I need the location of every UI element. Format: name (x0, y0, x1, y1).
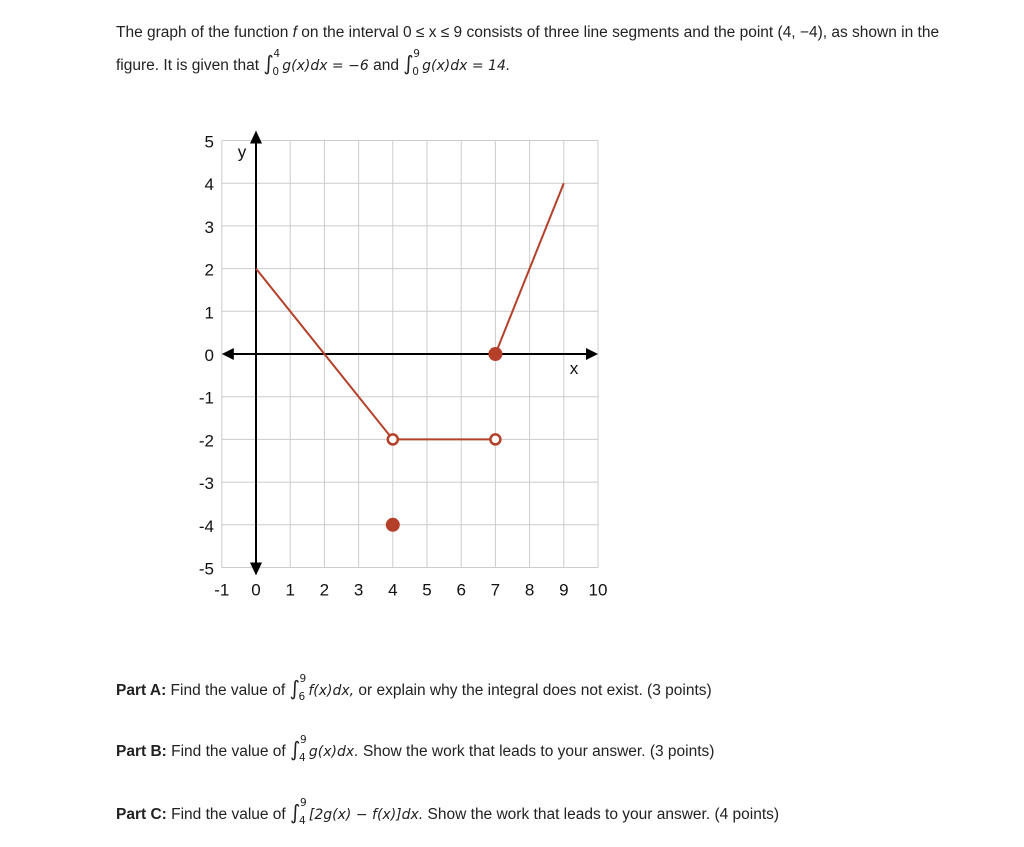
x-tick-label: 7 (490, 580, 501, 600)
x-tick-label: 4 (388, 580, 398, 600)
upper-limit: 9 (413, 48, 420, 60)
y-axis-label: y (237, 142, 247, 162)
part-b (116, 734, 714, 767)
y-tick-label: 4 (204, 175, 214, 195)
x-tick-label: 9 (559, 580, 569, 600)
function-name: f (292, 24, 297, 41)
integrand: g(x)dx = 14. (422, 58, 511, 74)
y-tick-label: 5 (204, 132, 214, 152)
lower-limit: 0 (272, 66, 280, 78)
closed-point (488, 347, 502, 361)
x-tick-label: -1 (214, 580, 230, 600)
part-c-label: Part C: (116, 806, 167, 823)
x-tick-label: 5 (422, 580, 432, 600)
open-point (388, 434, 398, 444)
upper-limit: 9 (300, 734, 307, 746)
y-tick-label: 0 (204, 346, 214, 365)
part-c (116, 797, 779, 830)
intro-line-2 (116, 48, 1006, 81)
part-c-text: Show the work that leads to your answer. (4 points) (423, 806, 780, 823)
lower-limit: 6 (298, 691, 306, 703)
part-b-text: Show the work that leads to your answer. (3 points) (358, 743, 715, 760)
x-tick-label: 6 (456, 580, 466, 600)
x-tick-label: 1 (285, 580, 295, 600)
intro-line-1 (116, 18, 1006, 48)
x-tick-label: 8 (524, 580, 535, 600)
y-axis-arrow-up-icon (250, 131, 262, 144)
problem-intro (116, 18, 1006, 81)
part-b-label: Part B: (116, 743, 167, 760)
part-a-text: or explain why the integral does not exist. (3 points) (354, 682, 712, 699)
closed-point (386, 518, 400, 532)
intro-text: and (373, 57, 399, 74)
lower-limit: 4 (299, 815, 306, 827)
function-graph (190, 130, 630, 600)
integrand: [2g(x) − f(x)]dx. (308, 807, 424, 823)
given-integral-2: ∫ 9 0 g(x)dx = 14. (403, 48, 510, 81)
x-tick-label: 2 (319, 580, 330, 600)
y-tick-label: 3 (204, 217, 214, 237)
part-b-text: Find the value of (166, 743, 291, 760)
x-tick-label: 3 (353, 580, 364, 600)
part-b-integral: ∫ 9 4 g(x)dx. (290, 734, 359, 767)
y-axis-arrow-down-icon (250, 563, 262, 576)
y-tick-label: -5 (198, 559, 214, 579)
y-tick-label: -2 (198, 431, 214, 451)
x-axis-label: x (569, 359, 579, 378)
integrand: g(x)dx. (308, 744, 359, 760)
upper-limit: 9 (299, 673, 307, 685)
part-a (116, 673, 712, 706)
intro-text: The graph of the function (116, 24, 293, 41)
lower-limit: 4 (299, 752, 306, 764)
open-point (490, 434, 500, 444)
y-tick-label: -3 (198, 474, 214, 494)
part-c-integral: ∫ 9 4 [2g(x) − f(x)]dx. (290, 797, 423, 830)
x-axis-arrow-left-icon (222, 348, 234, 360)
upper-limit: 4 (273, 48, 281, 60)
given-integral-1: ∫ 4 0 g(x)dx = −6 (263, 48, 368, 81)
x-tick-label: 10 (588, 580, 608, 600)
x-axis-arrow-right-icon (586, 348, 598, 360)
y-tick-label: -1 (198, 388, 214, 408)
integrand: f(x)dx, (308, 683, 355, 699)
upper-limit: 9 (300, 797, 307, 809)
y-tick-label: 2 (204, 260, 214, 280)
part-a-text: Find the value of (166, 682, 290, 699)
intro-text: on the interval 0 ≤ x ≤ 9 consists of three line segments and the point (4, −4), as shown in the (296, 24, 940, 41)
x-tick-label: 0 (251, 580, 261, 600)
y-tick-label: -4 (198, 516, 214, 536)
y-tick-label: 1 (204, 303, 214, 323)
lower-limit: 0 (412, 66, 419, 78)
part-a-label: Part A: (116, 682, 167, 699)
intro-text: figure. It is given that (116, 57, 260, 74)
part-a-integral: ∫ 9 6 f(x)dx, (289, 673, 354, 706)
part-c-text: Find the value of (166, 806, 291, 823)
integrand: g(x)dx = −6 (282, 58, 369, 74)
